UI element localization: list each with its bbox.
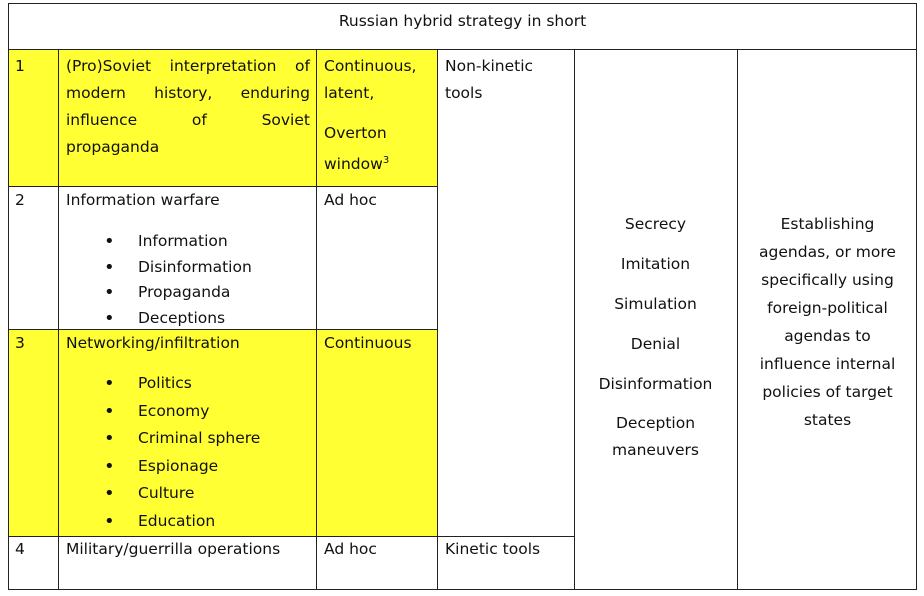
- row1-num: 1: [15, 57, 25, 75]
- row2-num: 2: [15, 191, 25, 209]
- row4-mode: Ad hoc: [324, 540, 377, 558]
- list-item: • Disinformation: [104, 255, 252, 281]
- tools-nonkinetic-cell: [437, 49, 575, 537]
- list-item: • Information: [104, 229, 252, 255]
- method-item: Imitation: [620, 255, 691, 273]
- row1-desc-line4: propaganda: [66, 138, 160, 156]
- list-item: • Deceptions: [104, 306, 252, 332]
- list-item: • Politics: [104, 370, 260, 398]
- row3-mode-cell: [316, 329, 438, 537]
- tools-nonkinetic: Non-kinetic tools: [445, 57, 534, 102]
- row3-mode: Continuous: [324, 334, 412, 352]
- methods-list: [574, 204, 737, 464]
- row1-desc-line1: (Pro)Soviet interpretation of: [66, 57, 310, 75]
- row1-mode: Continuous, latent, Overton window$^3$: [324, 57, 417, 174]
- row1-desc-line3: influence of Soviet: [66, 111, 310, 129]
- list-item: • Economy: [104, 398, 260, 426]
- row2-bullet-list: [104, 229, 252, 331]
- row4-num: 4: [15, 540, 25, 558]
- method-item: Simulation: [614, 295, 697, 313]
- row3-num: 3: [15, 334, 25, 352]
- footnote-marker: 3: [382, 155, 390, 166]
- row2-mode: Ad hoc: [324, 191, 377, 209]
- goal-text: Establishing agendas, or more specifically using foreign-political agendas to influence internal policies of target states: [759, 215, 896, 429]
- row3-num-cell: [8, 329, 59, 537]
- list-item: • Culture: [104, 480, 260, 508]
- list-item: • Education: [104, 508, 260, 536]
- row3-bullet-list: [104, 370, 260, 535]
- list-item: • Propaganda: [104, 280, 252, 306]
- list-item: • Espionage: [104, 453, 260, 481]
- row1-desc-line2: modern history, enduring: [66, 84, 310, 102]
- list-item: • Criminal sphere: [104, 425, 260, 453]
- table-title: Russian hybrid strategy in short: [338, 12, 587, 30]
- row1-description: [66, 53, 310, 161]
- method-item: Deception maneuvers: [612, 414, 699, 459]
- row3-description: Networking/infiltration: [66, 334, 240, 352]
- method-item: Secrecy: [624, 215, 687, 233]
- row4-description: Military/guerrilla operations: [66, 540, 281, 558]
- method-item: Denial: [630, 335, 681, 353]
- method-item: Disinformation: [598, 375, 713, 393]
- row2-description: Information warfare: [66, 191, 220, 209]
- row4-tools: Kinetic tools: [445, 540, 541, 558]
